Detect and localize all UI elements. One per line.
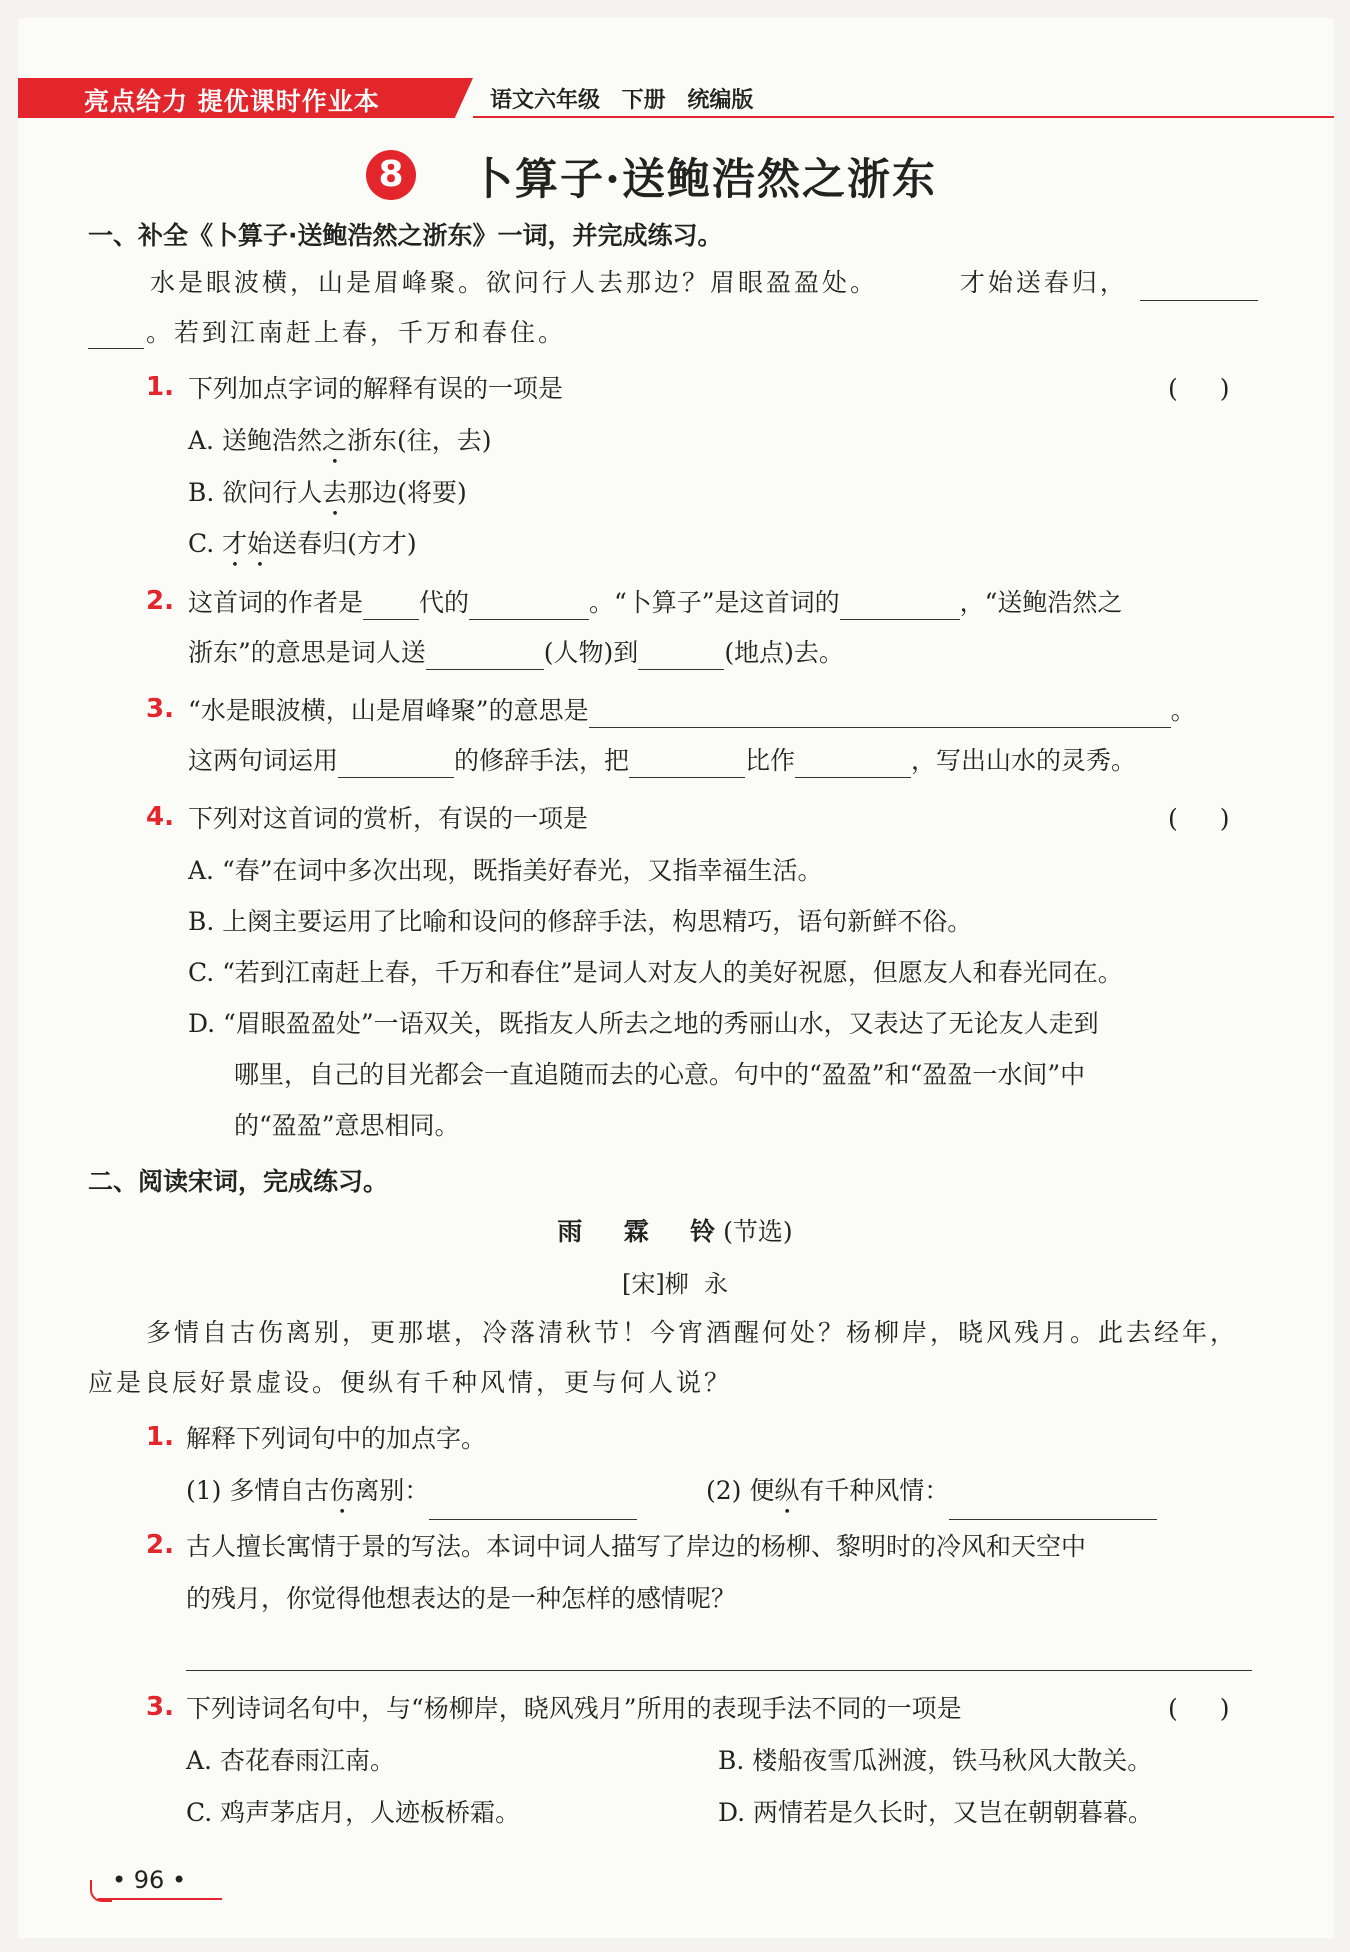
page-number: • 96 • xyxy=(112,1866,187,1894)
header-book-info: 语文六年级 下册 统编版 xyxy=(490,88,754,113)
q4-option-b: B. 上阕主要运用了比喻和设问的修辞手法，构思精巧，语句新鲜不俗。 xyxy=(188,907,973,936)
q1-option-a: A. 送鲍浩然之浙东(往，去) xyxy=(188,426,492,455)
p2-q3-text: 下列诗词名句中，与“杨柳岸，晓风残月”所用的表现手法不同的一项是 xyxy=(186,1694,962,1723)
q3-text-3: 这两句词运用 xyxy=(188,746,339,775)
q1-option-c: C. 才始送春归(方才) xyxy=(188,529,417,558)
p2-q3-answer-paren[interactable]: ( ) xyxy=(1168,1694,1230,1723)
q3-number: 3. xyxy=(146,694,174,724)
p2-q1-blank-2[interactable] xyxy=(949,1493,1157,1520)
lesson-title-row xyxy=(0,146,1350,206)
q1-number: 1. xyxy=(146,372,174,402)
q3-text-4: 的修辞手法，把 xyxy=(454,746,630,775)
poem-line-2: 。若到江南赶上春，千万和春住。 xyxy=(146,318,567,347)
q4-number: 4. xyxy=(146,802,174,832)
q2-text-1: 这首词的作者是 xyxy=(188,588,364,617)
poem-line-1 xyxy=(150,266,1128,300)
q2-blank-dynasty[interactable] xyxy=(363,593,419,620)
q3-blank-rhetoric[interactable] xyxy=(338,751,454,778)
poem-author xyxy=(0,1264,1350,1299)
p2-q1-sub-1: (1) 多情自古伤离别： xyxy=(186,1474,637,1520)
q2-text-7: (地点)去。 xyxy=(724,638,844,667)
q3-text-6: ，写出山水的灵秀。 xyxy=(911,746,1137,775)
q4-option-c: C. “若到江南赶上春，千万和春住”是词人对友人的美好祝愿，但愿友人和春光同在。 xyxy=(188,958,1123,987)
p2-q3-option-a: A. 杏花春雨江南。 xyxy=(186,1746,395,1775)
part1-heading: 一、补全《卜算子·送鲍浩然之浙东》一词，并完成练习。 xyxy=(88,221,723,250)
poem-title-row xyxy=(0,1212,1350,1248)
poem-line-1b-text: 才始送春归， xyxy=(959,268,1128,297)
poem-fill-blank-2[interactable] xyxy=(88,322,144,349)
q1-answer-paren[interactable]: ( ) xyxy=(1168,374,1230,403)
p2-q1-sub-2: (2) 便纵有千种风情： xyxy=(706,1474,1157,1520)
page-header xyxy=(18,78,1334,118)
q4-option-d-line1: D. “眉眼盈盈处”一语双关，既指友人所去之地的秀丽山水，又表达了无论友人走到 xyxy=(188,1009,1099,1038)
header-rule xyxy=(473,116,1334,118)
q1-option-b: B. 欲问行人去那边(将要) xyxy=(188,478,467,507)
q3-text-5: 比作 xyxy=(745,746,796,775)
p2-q1-number: 1. xyxy=(146,1422,174,1452)
q4-option-d-line3: 的“盈盈”意思相同。 xyxy=(234,1111,460,1140)
poem-text-line-2: 应是良辰好景虚设。便纵有千种风情，更与何人说？ xyxy=(88,1368,733,1397)
poem-author-text: [宋]柳 永 xyxy=(622,1270,728,1298)
p2-q2-line-1: 古人擅长寓情于景的写法。本词中词人描写了岸边的杨柳、黎明时的冷风和天空中 xyxy=(186,1532,1087,1561)
p2-q3-option-c: C. 鸡声茅店月，人迹板桥霜。 xyxy=(186,1798,521,1827)
poem-fill-blank-1[interactable] xyxy=(1140,274,1258,301)
q2-text-3: 。“卜算子”是这首词的 xyxy=(589,588,840,617)
part2-heading: 二、阅读宋词，完成练习。 xyxy=(88,1167,389,1196)
q2-text-4: ，“送鲍浩然之 xyxy=(959,588,1123,617)
q3-blank-compare-b[interactable] xyxy=(795,751,911,778)
q2-blank-author[interactable] xyxy=(469,593,589,620)
p2-q1-text: 解释下列词句中的加点字。 xyxy=(186,1424,487,1453)
q2-text-6: (人物)到 xyxy=(543,638,639,667)
poem-line-1-text: 水是眼波横，山是眉峰聚。欲问行人去那边？眉眼盈盈处。 xyxy=(150,268,879,297)
q2-number: 2. xyxy=(146,586,174,616)
q4-option-d-line2: 哪里，自己的目光都会一直追随而去的心意。句中的“盈盈”和“盈盈一水间”中 xyxy=(234,1060,1086,1089)
p2-q3-option-d: D. 两情若是久长时，又岂在朝朝暮暮。 xyxy=(718,1798,1154,1827)
q4-text: 下列对这首词的赏析，有误的一项是 xyxy=(188,804,589,833)
q2-blank-place[interactable] xyxy=(638,643,724,670)
lesson-title: 卜算子·送鲍浩然之浙东 xyxy=(470,155,937,205)
q2-text-2: 代的 xyxy=(419,588,470,617)
q4-option-a: A. “春”在词中多次出现，既指美好春光，又指幸福生活。 xyxy=(188,856,823,885)
p2-q1-blank-1[interactable] xyxy=(429,1493,637,1520)
p2-q3-option-b: B. 楼船夜雪瓜洲渡，铁马秋风大散关。 xyxy=(718,1746,1153,1775)
q3-blank-compare-a[interactable] xyxy=(629,751,745,778)
q2-line-2 xyxy=(188,636,844,670)
lesson-number-badge: 8 xyxy=(366,150,416,200)
q1-text: 下列加点字词的解释有误的一项是 xyxy=(188,374,564,403)
p2-q2-line-2: 的残月，你觉得他想表达的是一种怎样的感情呢？ xyxy=(186,1584,737,1613)
q3-text-1: “水是眼波横，山是眉峰聚”的意思是 xyxy=(188,696,589,725)
q2-blank-cipai[interactable] xyxy=(840,593,960,620)
q3-line-1 xyxy=(188,694,1196,728)
q3-text-2: 。 xyxy=(1170,696,1196,725)
q4-answer-paren[interactable]: ( ) xyxy=(1168,804,1230,833)
q2-line-1 xyxy=(188,586,1122,620)
q3-line-2 xyxy=(188,744,1136,778)
header-brand: 亮点给力 提优课时作业本 xyxy=(84,87,380,116)
q2-blank-person[interactable] xyxy=(426,643,544,670)
page-number-rule xyxy=(98,1898,222,1900)
p2-q2-answer-line[interactable] xyxy=(186,1644,1252,1671)
poem-title: 雨 霖 铃 xyxy=(557,1217,724,1246)
q2-text-5: 浙东”的意思是词人送 xyxy=(188,638,426,667)
poem-text-line-1: 多情自古伤离别，更那堪，冷落清秋节！今宵酒醒何处？杨柳岸，晓风残月。此去经年， xyxy=(146,1318,1239,1347)
poem-title-note: (节选) xyxy=(723,1217,793,1246)
q3-blank-meaning[interactable] xyxy=(589,701,1171,728)
p2-q3-number: 3. xyxy=(146,1692,174,1722)
p2-q2-number: 2. xyxy=(146,1530,174,1560)
